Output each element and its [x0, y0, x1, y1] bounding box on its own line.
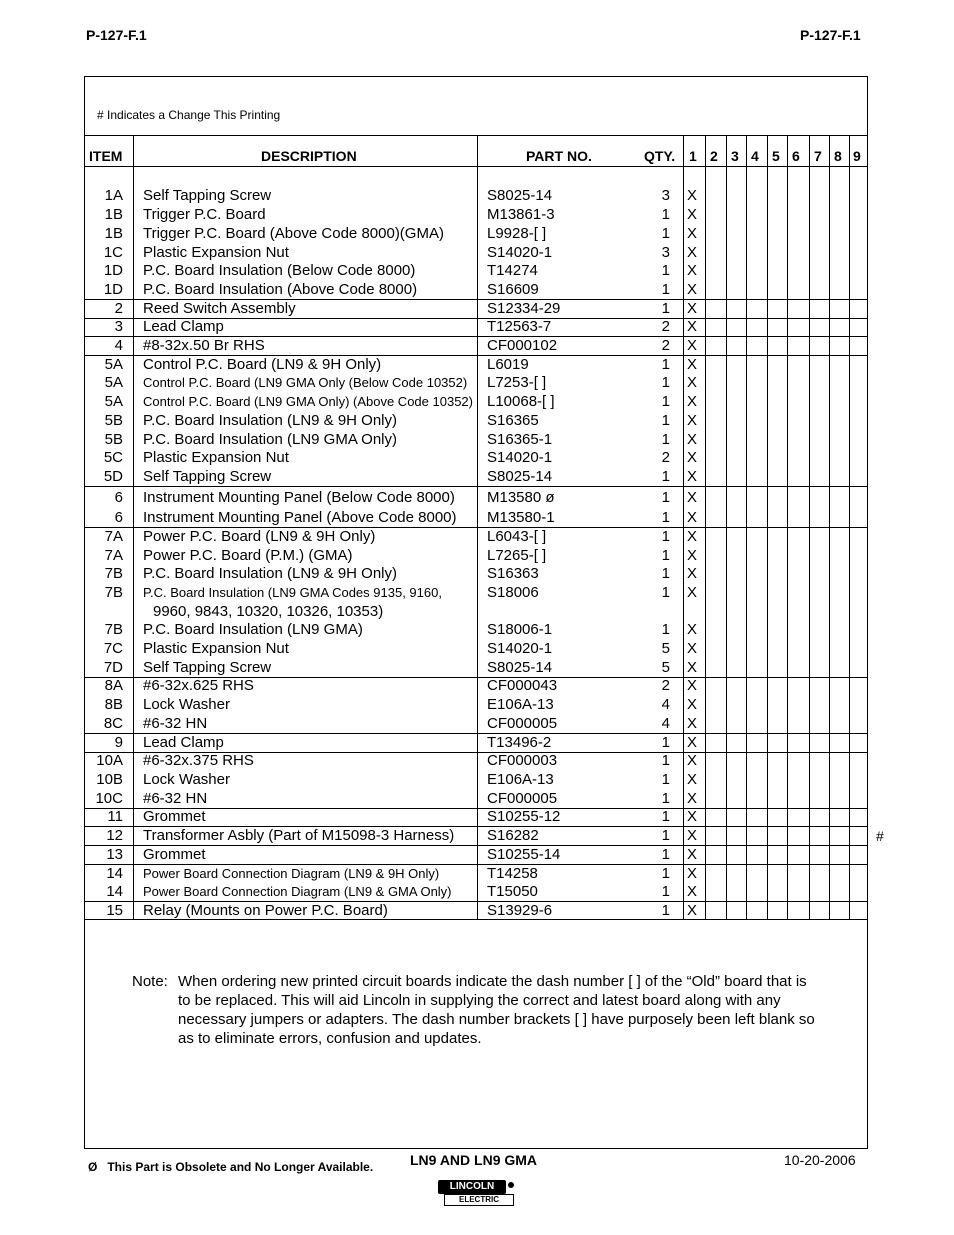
lincoln-electric-logo — [438, 1180, 516, 1208]
item-cell: 7A — [104, 547, 123, 564]
description-cell: Grommet — [143, 808, 206, 825]
item-cell: 13 — [106, 846, 123, 863]
model-1-mark: X — [687, 883, 698, 900]
part-number-cell: S16365-1 — [487, 431, 553, 448]
description-cell: Instrument Mounting Panel (Above Code 8000) — [143, 509, 457, 526]
model-1-mark: X — [687, 827, 698, 844]
description-cell: #6-32x.625 RHS — [143, 677, 254, 694]
qty-cell: 1 — [661, 509, 670, 526]
model-1-mark: X — [687, 374, 698, 391]
logo-top-text: LINCOLN — [438, 1180, 506, 1194]
model-1-mark: X — [687, 393, 698, 410]
qty-cell: 5 — [661, 640, 670, 657]
description-cell: Lock Washer — [143, 771, 230, 788]
description-cell: Lock Washer — [143, 696, 230, 713]
col-header-part-no: PART NO. — [526, 148, 592, 164]
model-1-mark: X — [687, 771, 698, 788]
qty-cell: 1 — [661, 412, 670, 429]
item-cell: 7A — [104, 528, 123, 545]
qty-cell: 5 — [661, 659, 670, 676]
model-1-mark: X — [687, 659, 698, 676]
part-number-cell: L6043-[ ] — [487, 528, 547, 545]
qty-cell: 4 — [661, 715, 670, 732]
qty-cell: 1 — [661, 790, 670, 807]
qty-cell: 1 — [661, 808, 670, 825]
description-cell: Transformer Asbly (Part of M15098-3 Harness) — [143, 827, 455, 844]
qty-cell: 1 — [661, 489, 670, 506]
description-cell: P.C. Board Insulation (LN9 GMA Codes 9135, 9160, — [143, 585, 442, 600]
note-label: Note: — [132, 973, 168, 990]
obsolete-symbol: Ø — [88, 1160, 98, 1174]
part-number-cell: T15050 — [487, 883, 538, 900]
part-number-cell: S8025-14 — [487, 659, 553, 676]
row-divider — [85, 901, 867, 902]
part-number-cell: S16363 — [487, 565, 539, 582]
model-1-mark: X — [687, 206, 698, 223]
qty-cell: 1 — [661, 902, 670, 919]
qty-cell: 1 — [661, 281, 670, 298]
description-cell: P.C. Board Insulation (Below Code 8000) — [143, 262, 416, 279]
part-number-cell: S8025-14 — [487, 468, 553, 485]
qty-cell: 1 — [661, 528, 670, 545]
qty-cell: 3 — [661, 187, 670, 204]
qty-cell: 1 — [661, 468, 670, 485]
model-1-mark: X — [687, 528, 698, 545]
item-cell: 1B — [104, 206, 123, 223]
page-code-left: P-127-F.1 — [86, 27, 147, 43]
qty-cell: 1 — [661, 225, 670, 242]
row-divider — [85, 864, 867, 865]
part-number-cell: S8025-14 — [487, 187, 553, 204]
row-divider — [85, 677, 867, 678]
part-number-cell: L10068-[ ] — [487, 393, 555, 410]
description-cell: Plastic Expansion Nut — [143, 449, 289, 466]
model-1-mark: X — [687, 509, 698, 526]
description-cell: P.C. Board Insulation (LN9 GMA Only) — [143, 431, 398, 448]
col-header-model: 7 — [814, 148, 822, 164]
item-cell: 5A — [104, 356, 123, 373]
qty-cell: 1 — [661, 734, 670, 751]
item-cell: 6 — [114, 489, 123, 506]
part-number-cell: L7253-[ ] — [487, 374, 547, 391]
model-1-mark: X — [687, 734, 698, 751]
part-number-cell: M13861-3 — [487, 206, 555, 223]
model-1-mark: X — [687, 262, 698, 279]
part-number-cell: CF000005 — [487, 790, 558, 807]
header-rule-bottom — [85, 166, 867, 167]
part-number-cell: S13929-6 — [487, 902, 553, 919]
col-header-qty: QTY. — [644, 148, 676, 164]
model-1-mark: X — [687, 846, 698, 863]
part-number-cell: S12334-29 — [487, 300, 561, 317]
row-divider — [85, 336, 867, 337]
qty-cell: 1 — [661, 565, 670, 582]
model-1-mark: X — [687, 547, 698, 564]
row-divider — [85, 752, 867, 753]
logo-registered-dot — [508, 1182, 514, 1188]
qty-cell: 2 — [661, 677, 670, 694]
item-cell: 10C — [95, 790, 123, 807]
qty-cell: 1 — [661, 771, 670, 788]
part-number-cell: S18006-1 — [487, 621, 553, 638]
item-cell: 11 — [107, 808, 123, 825]
description-cell: Relay (Mounts on Power P.C. Board) — [143, 902, 388, 919]
qty-cell: 1 — [661, 752, 670, 769]
item-cell: 4 — [114, 337, 123, 354]
part-number-cell: E106A-13 — [487, 696, 554, 713]
row-divider — [85, 486, 867, 487]
part-number-cell: T13496-2 — [487, 734, 552, 751]
item-cell: 1D — [103, 262, 123, 279]
model-1-mark: X — [687, 621, 698, 638]
item-cell: 7C — [103, 640, 123, 657]
model-1-mark: X — [687, 584, 698, 601]
item-cell: 5B — [104, 412, 123, 429]
col-header-model: 2 — [710, 148, 718, 164]
col-header-item: ITEM — [89, 148, 123, 164]
item-cell: 8C — [103, 715, 123, 732]
row-divider — [85, 318, 867, 319]
col-header-model: 8 — [834, 148, 842, 164]
part-number-cell: T12563-7 — [487, 318, 552, 335]
item-cell: 2 — [114, 300, 123, 317]
item-cell: 7B — [104, 584, 123, 601]
note-text: When ordering new printed circuit boards indicate the dash number [ ] of the “Old” board that is to be replaced. This will aid Lincoln in supplying the correct and latest board along with any necessary jumpers or adapters. The dash number brackets [ ] have purposely been left blank so as to eliminate errors, confusion and updates. — [178, 973, 815, 1047]
part-number-cell: M13580 ø — [487, 489, 555, 506]
table-bottom-rule — [85, 919, 867, 920]
part-number-cell: S14020-1 — [487, 244, 553, 261]
item-cell: 8B — [104, 696, 123, 713]
col-header-model: 1 — [689, 148, 697, 164]
qty-cell: 3 — [661, 244, 670, 261]
qty-cell: 1 — [661, 356, 670, 373]
part-number-cell: CF000102 — [487, 337, 558, 354]
model-1-mark: X — [687, 225, 698, 242]
item-cell: 5A — [104, 393, 123, 410]
part-number-cell: S18006 — [487, 584, 539, 601]
col-header-model: 4 — [751, 148, 759, 164]
logo-bottom-text: ELECTRIC — [444, 1194, 514, 1206]
qty-cell: 2 — [661, 449, 670, 466]
description-cell: Power Board Connection Diagram (LN9 & GMA Only) — [143, 884, 452, 899]
item-cell: 7B — [104, 565, 123, 582]
item-cell: 5A — [104, 374, 123, 391]
item-cell: 8A — [104, 677, 123, 694]
item-cell: 5C — [103, 449, 123, 466]
description-cell: Power P.C. Board (LN9 & 9H Only) — [143, 528, 376, 545]
qty-cell: 4 — [661, 696, 670, 713]
model-1-mark: X — [687, 865, 698, 882]
part-number-cell: E106A-13 — [487, 771, 554, 788]
part-number-cell: S10255-12 — [487, 808, 561, 825]
description-cell: Power Board Connection Diagram (LN9 & 9H Only) — [143, 866, 440, 881]
description-cell: Trigger P.C. Board — [143, 206, 266, 223]
description-cell: P.C. Board Insulation (LN9 & 9H Only) — [143, 412, 398, 429]
description-cell: Self Tapping Screw — [143, 659, 272, 676]
qty-cell: 1 — [661, 431, 670, 448]
item-cell: 10A — [96, 752, 123, 769]
qty-cell: 1 — [661, 547, 670, 564]
description-cell: Self Tapping Screw — [143, 187, 272, 204]
row-divider — [85, 845, 867, 846]
part-number-cell: S16282 — [487, 827, 539, 844]
model-1-mark: X — [687, 244, 698, 261]
description-cell: Plastic Expansion Nut — [143, 640, 289, 657]
part-number-cell: L6019 — [487, 356, 529, 373]
qty-cell: 1 — [661, 584, 670, 601]
part-number-cell: L7265-[ ] — [487, 547, 547, 564]
row-divider — [85, 527, 867, 528]
item-cell: 7D — [103, 659, 123, 676]
col-header-description: DESCRIPTION — [261, 148, 357, 164]
model-1-mark: X — [687, 489, 698, 506]
part-number-cell: L9928-[ ] — [487, 225, 547, 242]
part-number-cell: S14020-1 — [487, 449, 553, 466]
row-divider — [85, 299, 867, 300]
item-cell: 5B — [104, 431, 123, 448]
item-cell: 1D — [103, 281, 123, 298]
model-1-mark: X — [687, 752, 698, 769]
description-cell: Self Tapping Screw — [143, 468, 272, 485]
part-number-cell: CF000005 — [487, 715, 558, 732]
description-cell: #8-32x.50 Br RHS — [143, 337, 265, 354]
col-header-model: 6 — [792, 148, 800, 164]
item-cell: 14 — [106, 865, 123, 882]
part-number-cell: T14258 — [487, 865, 538, 882]
qty-cell: 1 — [661, 827, 670, 844]
item-cell: 1A — [104, 187, 123, 204]
model-1-mark: X — [687, 300, 698, 317]
qty-cell: 1 — [661, 374, 670, 391]
part-number-cell: S16609 — [487, 281, 539, 298]
qty-cell: 1 — [661, 883, 670, 900]
qty-cell: 1 — [661, 621, 670, 638]
model-1-mark: X — [687, 468, 698, 485]
part-number-cell: CF000043 — [487, 677, 558, 694]
part-number-cell: M13580-1 — [487, 509, 555, 526]
description-cell: #6-32 HN — [143, 790, 208, 807]
description-cell: P.C. Board Insulation (Above Code 8000) — [143, 281, 418, 298]
item-cell: 15 — [106, 902, 123, 919]
change-marker: # — [876, 828, 884, 844]
description-cell: Lead Clamp — [143, 734, 224, 751]
model-1-mark: X — [687, 808, 698, 825]
description-cell: P.C. Board Insulation (LN9 & 9H Only) — [143, 565, 398, 582]
revision-date: 10-20-2006 — [784, 1152, 856, 1168]
description-cell: Lead Clamp — [143, 318, 224, 335]
qty-cell: 1 — [661, 865, 670, 882]
part-number-cell: CF000003 — [487, 752, 558, 769]
description-cell: #6-32 HN — [143, 715, 208, 732]
model-1-mark: X — [687, 677, 698, 694]
description-cell: Grommet — [143, 846, 206, 863]
description-cell: Instrument Mounting Panel (Below Code 8000) — [143, 489, 455, 506]
col-header-model: 3 — [731, 148, 739, 164]
qty-cell: 1 — [661, 300, 670, 317]
model-1-mark: X — [687, 902, 698, 919]
item-cell: 12 — [106, 827, 123, 844]
col-header-model: 9 — [853, 148, 861, 164]
model-1-mark: X — [687, 449, 698, 466]
item-cell: 14 — [106, 883, 123, 900]
model-1-mark: X — [687, 715, 698, 732]
model-1-mark: X — [687, 337, 698, 354]
item-cell: 9 — [114, 734, 123, 751]
model-1-mark: X — [687, 281, 698, 298]
qty-cell: 1 — [661, 846, 670, 863]
item-cell: 6 — [114, 509, 123, 526]
model-1-mark: X — [687, 790, 698, 807]
qty-cell: 2 — [661, 318, 670, 335]
description-cell: Power P.C. Board (P.M.) (GMA) — [143, 547, 353, 564]
obsolete-text: This Part is Obsolete and No Longer Available. — [107, 1160, 374, 1174]
item-cell: 10B — [96, 771, 123, 788]
model-name: LN9 AND LN9 GMA — [410, 1152, 538, 1168]
part-number-cell: S14020-1 — [487, 640, 553, 657]
item-cell: 3 — [114, 318, 123, 335]
qty-cell: 1 — [661, 262, 670, 279]
description-cell: P.C. Board Insulation (LN9 GMA) — [143, 621, 363, 638]
description-cell: Trigger P.C. Board (Above Code 8000)(GMA) — [143, 225, 444, 242]
model-1-mark: X — [687, 640, 698, 657]
qty-cell: 1 — [661, 206, 670, 223]
qty-cell: 2 — [661, 337, 670, 354]
part-number-cell: S16365 — [487, 412, 539, 429]
description-cell: 9960, 9843, 10320, 10326, 10353) — [153, 603, 384, 620]
row-divider — [85, 733, 867, 734]
model-1-mark: X — [687, 412, 698, 429]
model-1-mark: X — [687, 187, 698, 204]
item-cell: 1C — [103, 244, 123, 261]
item-cell: 5D — [103, 468, 123, 485]
part-number-cell: T14274 — [487, 262, 538, 279]
header-rule-top — [85, 135, 867, 136]
qty-cell: 1 — [661, 393, 670, 410]
description-cell: Reed Switch Assembly — [143, 300, 296, 317]
description-cell: Control P.C. Board (LN9 & 9H Only) — [143, 356, 382, 373]
description-cell: Control P.C. Board (LN9 GMA Only (Below Code 10352) — [143, 375, 468, 390]
item-cell: 1B — [104, 225, 123, 242]
description-cell: Control P.C. Board (LN9 GMA Only) (Above Code 10352) — [143, 394, 473, 409]
change-note: # Indicates a Change This Printing — [97, 108, 281, 122]
obsolete-legend — [88, 1160, 373, 1174]
col-header-model: 5 — [772, 148, 780, 164]
description-cell: Plastic Expansion Nut — [143, 244, 289, 261]
model-1-mark: X — [687, 356, 698, 373]
row-divider — [85, 355, 867, 356]
description-cell: #6-32x.375 RHS — [143, 752, 254, 769]
row-divider — [85, 826, 867, 827]
model-1-mark: X — [687, 318, 698, 335]
row-divider — [85, 808, 867, 809]
model-1-mark: X — [687, 431, 698, 448]
part-number-cell: S10255-14 — [487, 846, 561, 863]
page-code-right: P-127-F.1 — [800, 27, 861, 43]
item-cell: 7B — [104, 621, 123, 638]
model-1-mark: X — [687, 565, 698, 582]
model-1-mark: X — [687, 696, 698, 713]
